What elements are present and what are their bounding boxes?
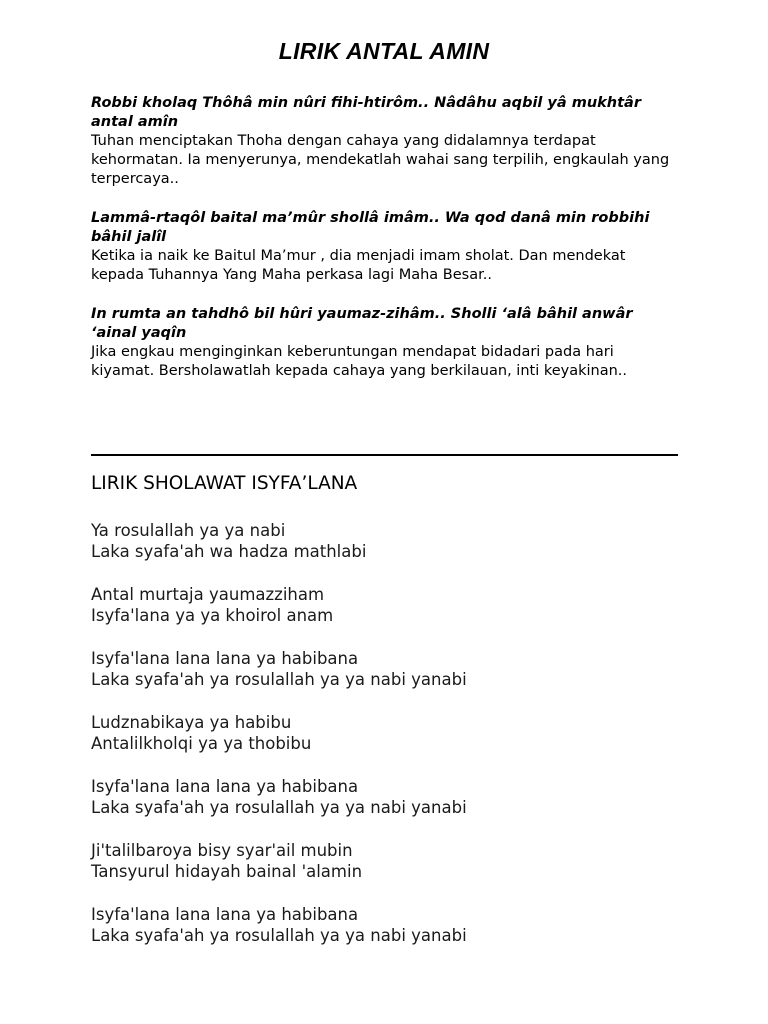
stanza xyxy=(91,648,691,690)
verse-block xyxy=(91,305,681,381)
verse-block xyxy=(91,209,681,285)
stanza xyxy=(91,904,691,946)
section-divider xyxy=(91,454,678,456)
verse-translation: Jika engkau menginginkan keberuntungan mendapat bidadari pada hari kiyamat. Bersholawatlah kepada cahaya yang berkilauan, inti keyakinan.. xyxy=(91,344,628,379)
lyrics-list xyxy=(91,520,691,968)
lyric-line: Tansyurul hidayah bainal 'alamin xyxy=(91,862,363,882)
lyric-line: Ji'talilbaroya bisy syar'ail mubin xyxy=(91,841,353,860)
stanza xyxy=(91,840,691,882)
verse-translation: Ketika ia naik ke Baitul Ma’mur , dia menjadi imam sholat. Dan mendekat kepada Tuhannya Yang Maha perkasa lagi Maha Besar.. xyxy=(91,248,626,283)
verse-transliteration: Robbi kholaq Thôhâ min nûri fihi-htirôm.. Nâdâhu aqbil yâ mukhtâr antal amîn xyxy=(91,95,641,130)
lyric-line: Antal murtaja yaumazziham xyxy=(91,585,325,604)
lyric-line: Isyfa'lana lana lana ya habibana xyxy=(91,777,359,796)
lyric-line: Laka syafa'ah ya rosulallah ya ya nabi yanabi xyxy=(91,670,467,690)
stanza xyxy=(91,712,691,754)
lyric-line: Ludznabikaya ya habibu xyxy=(91,713,292,732)
verse-translation: Tuhan menciptakan Thoha dengan cahaya yang didalamnya terdapat kehormatan. Ia menyerunya, mendekatlah wahai sang terpilih, engkaulah yang terpercaya.. xyxy=(91,133,670,187)
stanza xyxy=(91,520,691,562)
verse-list xyxy=(91,94,681,401)
lyric-line: Ya rosulallah ya ya nabi xyxy=(91,521,286,540)
verse-block xyxy=(91,94,681,189)
lyric-line: Laka syafa'ah ya rosulallah ya ya nabi yanabi xyxy=(91,798,467,818)
lyric-line: Laka syafa'ah ya rosulallah ya ya nabi yanabi xyxy=(91,926,467,946)
verse-transliteration: Lammâ-rtaqôl baital ma’mûr shollâ imâm.. Wa qod danâ min robbihi bâhil jalîl xyxy=(91,210,650,245)
stanza xyxy=(91,776,691,818)
stanza xyxy=(91,584,691,626)
lyric-line: Isyfa'lana lana lana ya habibana xyxy=(91,649,359,668)
lyric-line: Isyfa'lana lana lana ya habibana xyxy=(91,905,359,924)
lyric-line: Isyfa'lana ya ya khoirol anam xyxy=(91,606,334,626)
lyric-line: Laka syafa'ah wa hadza mathlabi xyxy=(91,542,367,562)
verse-transliteration: In rumta an tahdhô bil hûri yaumaz-zihâm.. Sholli ‘alâ bâhil anwâr ‘ainal yaqîn xyxy=(91,306,633,341)
page-title: LIRIK ANTAL AMIN xyxy=(278,38,490,64)
section-heading: LIRIK SHOLAWAT ISYFA’LANA xyxy=(91,473,358,494)
lyric-line: Antalilkholqi ya ya thobibu xyxy=(91,734,312,754)
